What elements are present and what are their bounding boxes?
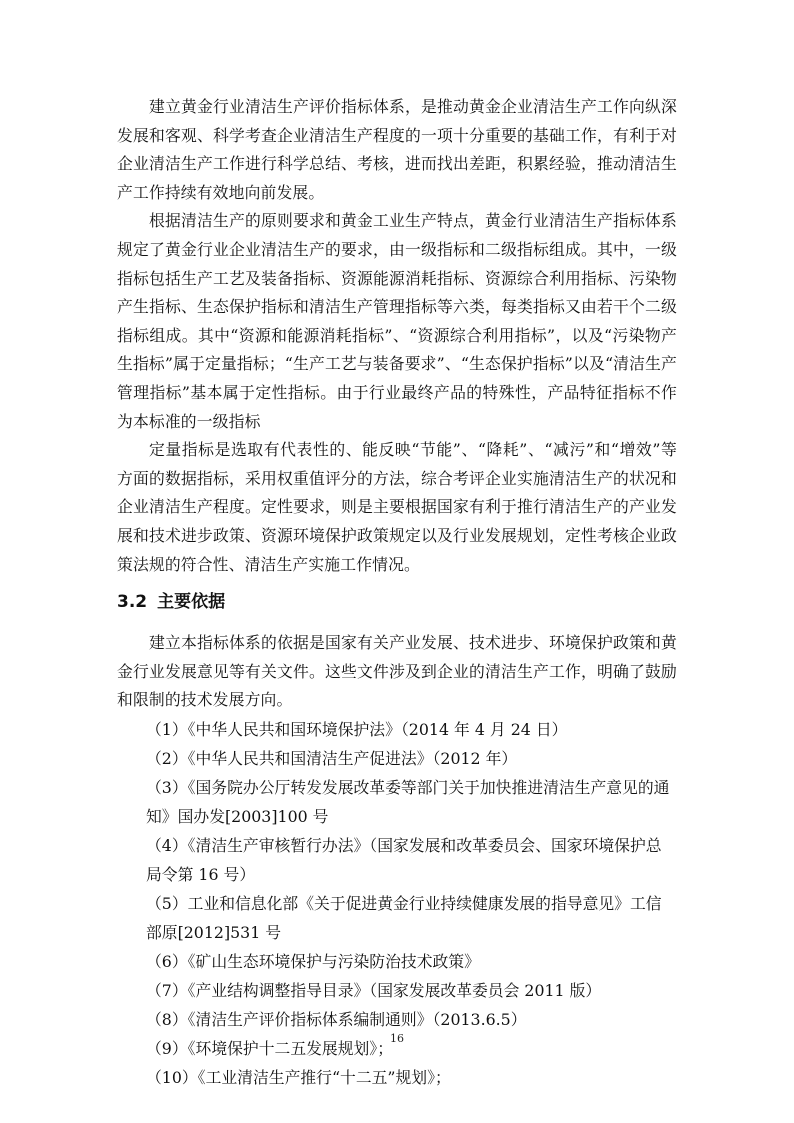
reference-item-5: （5）工业和信息化部《关于促进黄金行业持续健康发展的指导意见》工信部原[2012]531 号: [146, 893, 662, 942]
section-intro-paragraph: 建立本指标体系的依据是国家有关产业发展、技术进步、环境保护政策和黄金行业发展意见等有关文件。这些文件涉及到企业的清洁生产工作，明确了鼓励和限制的技术发展方向。: [117, 633, 677, 710]
reference-item-4: （4）《清洁生产审核暂行办法》（国家发展和改革委员会、国家环境保护总局令第 16 号）: [146, 835, 662, 884]
reference-item-10: （10）《工业清洁生产推行“十二五”规划》；: [146, 1067, 451, 1087]
reference-item-2: （2）《中华人民共和国清洁生产促进法》（2012 年）: [146, 748, 518, 768]
intro-paragraph-2: 根据清洁生产的原则要求和黄金工业生产特点，黄金行业清洁生产指标体系规定了黄金行业企业清洁生产的要求，由一级指标和二级指标组成。其中，一级指标包括生产工艺及装备指标、资源能源消耗指标、资源综合利用指标、污染物产生指标、生态保护指标和清洁生产管理指标等六类，每类指标又由若干个二级指标组成。其中“资源和能源消耗指标”、“资源综合利用指标”，以及“污染物产生指标”属于定量指标；“生产工艺与装备要求”、“生态保护指标”以及“清洁生产管理指标”基本属于定性指标。由于行业最终产品的特殊性，产品特征指标不作为本标准的一级指标: [117, 211, 677, 431]
section-title: 主要依据: [157, 592, 226, 613]
intro-paragraph-3: 定量指标是选取有代表性的、能反映“节能”、“降耗”、“减污”和“增效”等方面的数据指标，采用权重值评分的方法，综合考评企业实施清洁生产的状况和企业清洁生产程度。定性要求，则是主要根据国家有利于推行清洁生产的产业发展和技术进步政策、资源环境保护政策规定以及行业发展规划，定性考核企业政策法规的符合性、清洁生产实施工作情况。: [117, 440, 677, 574]
page-content: [117, 93, 677, 1092]
page-number: 16: [390, 1032, 404, 1045]
reference-item-9: （9）《环境保护十二五发展规划》；: [146, 1038, 394, 1058]
reference-item-1: （1）《中华人民共和国环境保护法》（2014 年 4 月 24 日）: [146, 719, 568, 739]
reference-item-8: （8）《清洁生产评价指标体系编制通则》（2013.6.5）: [146, 1009, 527, 1029]
section-number: 3.2: [117, 592, 148, 613]
section-heading: [117, 587, 677, 617]
reference-item-6: （6）《矿山生态环境保护与污染防治技术政策》: [146, 951, 480, 971]
reference-item-3: （3）《国务院办公厅转发发展改革委等部门关于加快推进清洁生产意见的通知》国办发[2003]100 号: [146, 777, 670, 826]
reference-item-7: （7）《产业结构调整指导目录》（国家发展改革委员会 2011 版）: [146, 980, 602, 1000]
intro-paragraph-1: 建立黄金行业清洁生产评价指标体系，是推动黄金企业清洁生产工作向纵深发展和客观、科学考查企业清洁生产程度的一项十分重要的基础工作，有利于对企业清洁生产工作进行科学总结、考核，进而找出差距，积累经验，推动清洁生产工作持续有效地向前发展。: [117, 97, 677, 202]
